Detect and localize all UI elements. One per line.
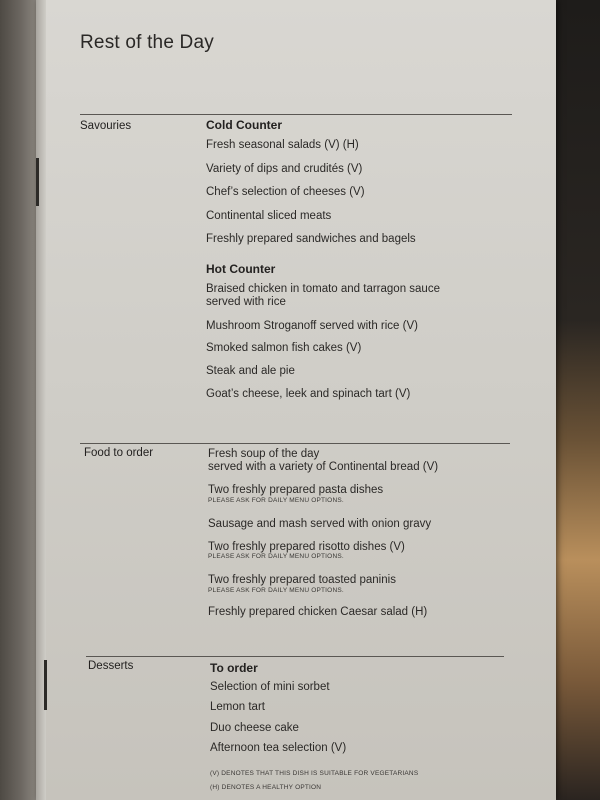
cold-counter-heading: Cold Counter xyxy=(206,118,282,132)
menu-item: Braised chicken in tomato and tarragon sauce xyxy=(206,283,440,295)
menu-item-note: PLEASE ASK FOR DAILY MENU OPTIONS. xyxy=(208,587,344,594)
menu-item-continued: served with rice xyxy=(206,296,286,308)
section-divider xyxy=(80,114,512,115)
menu-item-note: PLEASE ASK FOR DAILY MENU OPTIONS. xyxy=(208,553,344,560)
menu-item-continued: served with a variety of Continental bread (V) xyxy=(208,461,439,473)
footnote-healthy: (H) DENOTES A HEALTHY OPTION xyxy=(210,784,322,791)
menu-item: Continental sliced meats xyxy=(206,210,332,222)
menu-item: Steak and ale pie xyxy=(206,365,295,377)
menu-page xyxy=(36,0,556,800)
menu-item: Goat’s cheese, leek and spinach tart (V) xyxy=(206,388,411,400)
page-title: Rest of the Day xyxy=(80,32,214,53)
menu-item: Lemon tart xyxy=(210,701,265,713)
menu-item: Mushroom Stroganoff served with rice (V) xyxy=(206,320,418,332)
menu-item: Variety of dips and crudités (V) xyxy=(206,163,363,175)
section-label-food-to-order: Food to order xyxy=(84,447,154,459)
menu-item: Duo cheese cake xyxy=(210,722,299,734)
to-order-heading: To order xyxy=(210,661,258,675)
section-divider xyxy=(86,656,504,657)
menu-item: Freshly prepared chicken Caesar salad (H) xyxy=(208,606,428,618)
hot-counter-heading: Hot Counter xyxy=(206,262,276,276)
footnote-vegetarian: (V) DENOTES THAT THIS DISH IS SUITABLE FOR VEGETARIANS xyxy=(210,770,419,777)
menu-item: Afternoon tea selection (V) xyxy=(210,742,347,754)
binding-stitch xyxy=(44,660,47,710)
menu-item: Freshly prepared sandwiches and bagels xyxy=(206,233,416,245)
menu-item: Fresh soup of the day xyxy=(208,448,320,460)
menu-item-note: PLEASE ASK FOR DAILY MENU OPTIONS. xyxy=(208,497,344,504)
section-label-savouries: Savouries xyxy=(80,120,132,132)
section-label-desserts: Desserts xyxy=(88,660,134,672)
menu-item: Selection of mini sorbet xyxy=(210,681,330,693)
menu-item: Fresh seasonal salads (V) (H) xyxy=(206,139,359,151)
section-divider xyxy=(80,443,510,444)
menu-item: Chef’s selection of cheeses (V) xyxy=(206,186,365,198)
menu-item: Sausage and mash served with onion gravy xyxy=(208,518,432,530)
menu-item: Smoked salmon fish cakes (V) xyxy=(206,342,362,354)
background-left xyxy=(0,0,36,800)
menu-item: Two freshly prepared toasted paninis xyxy=(208,574,396,586)
menu-item: Two freshly prepared risotto dishes (V) xyxy=(208,541,405,553)
menu-item: Two freshly prepared pasta dishes xyxy=(208,484,384,496)
binding-stitch xyxy=(36,158,39,206)
